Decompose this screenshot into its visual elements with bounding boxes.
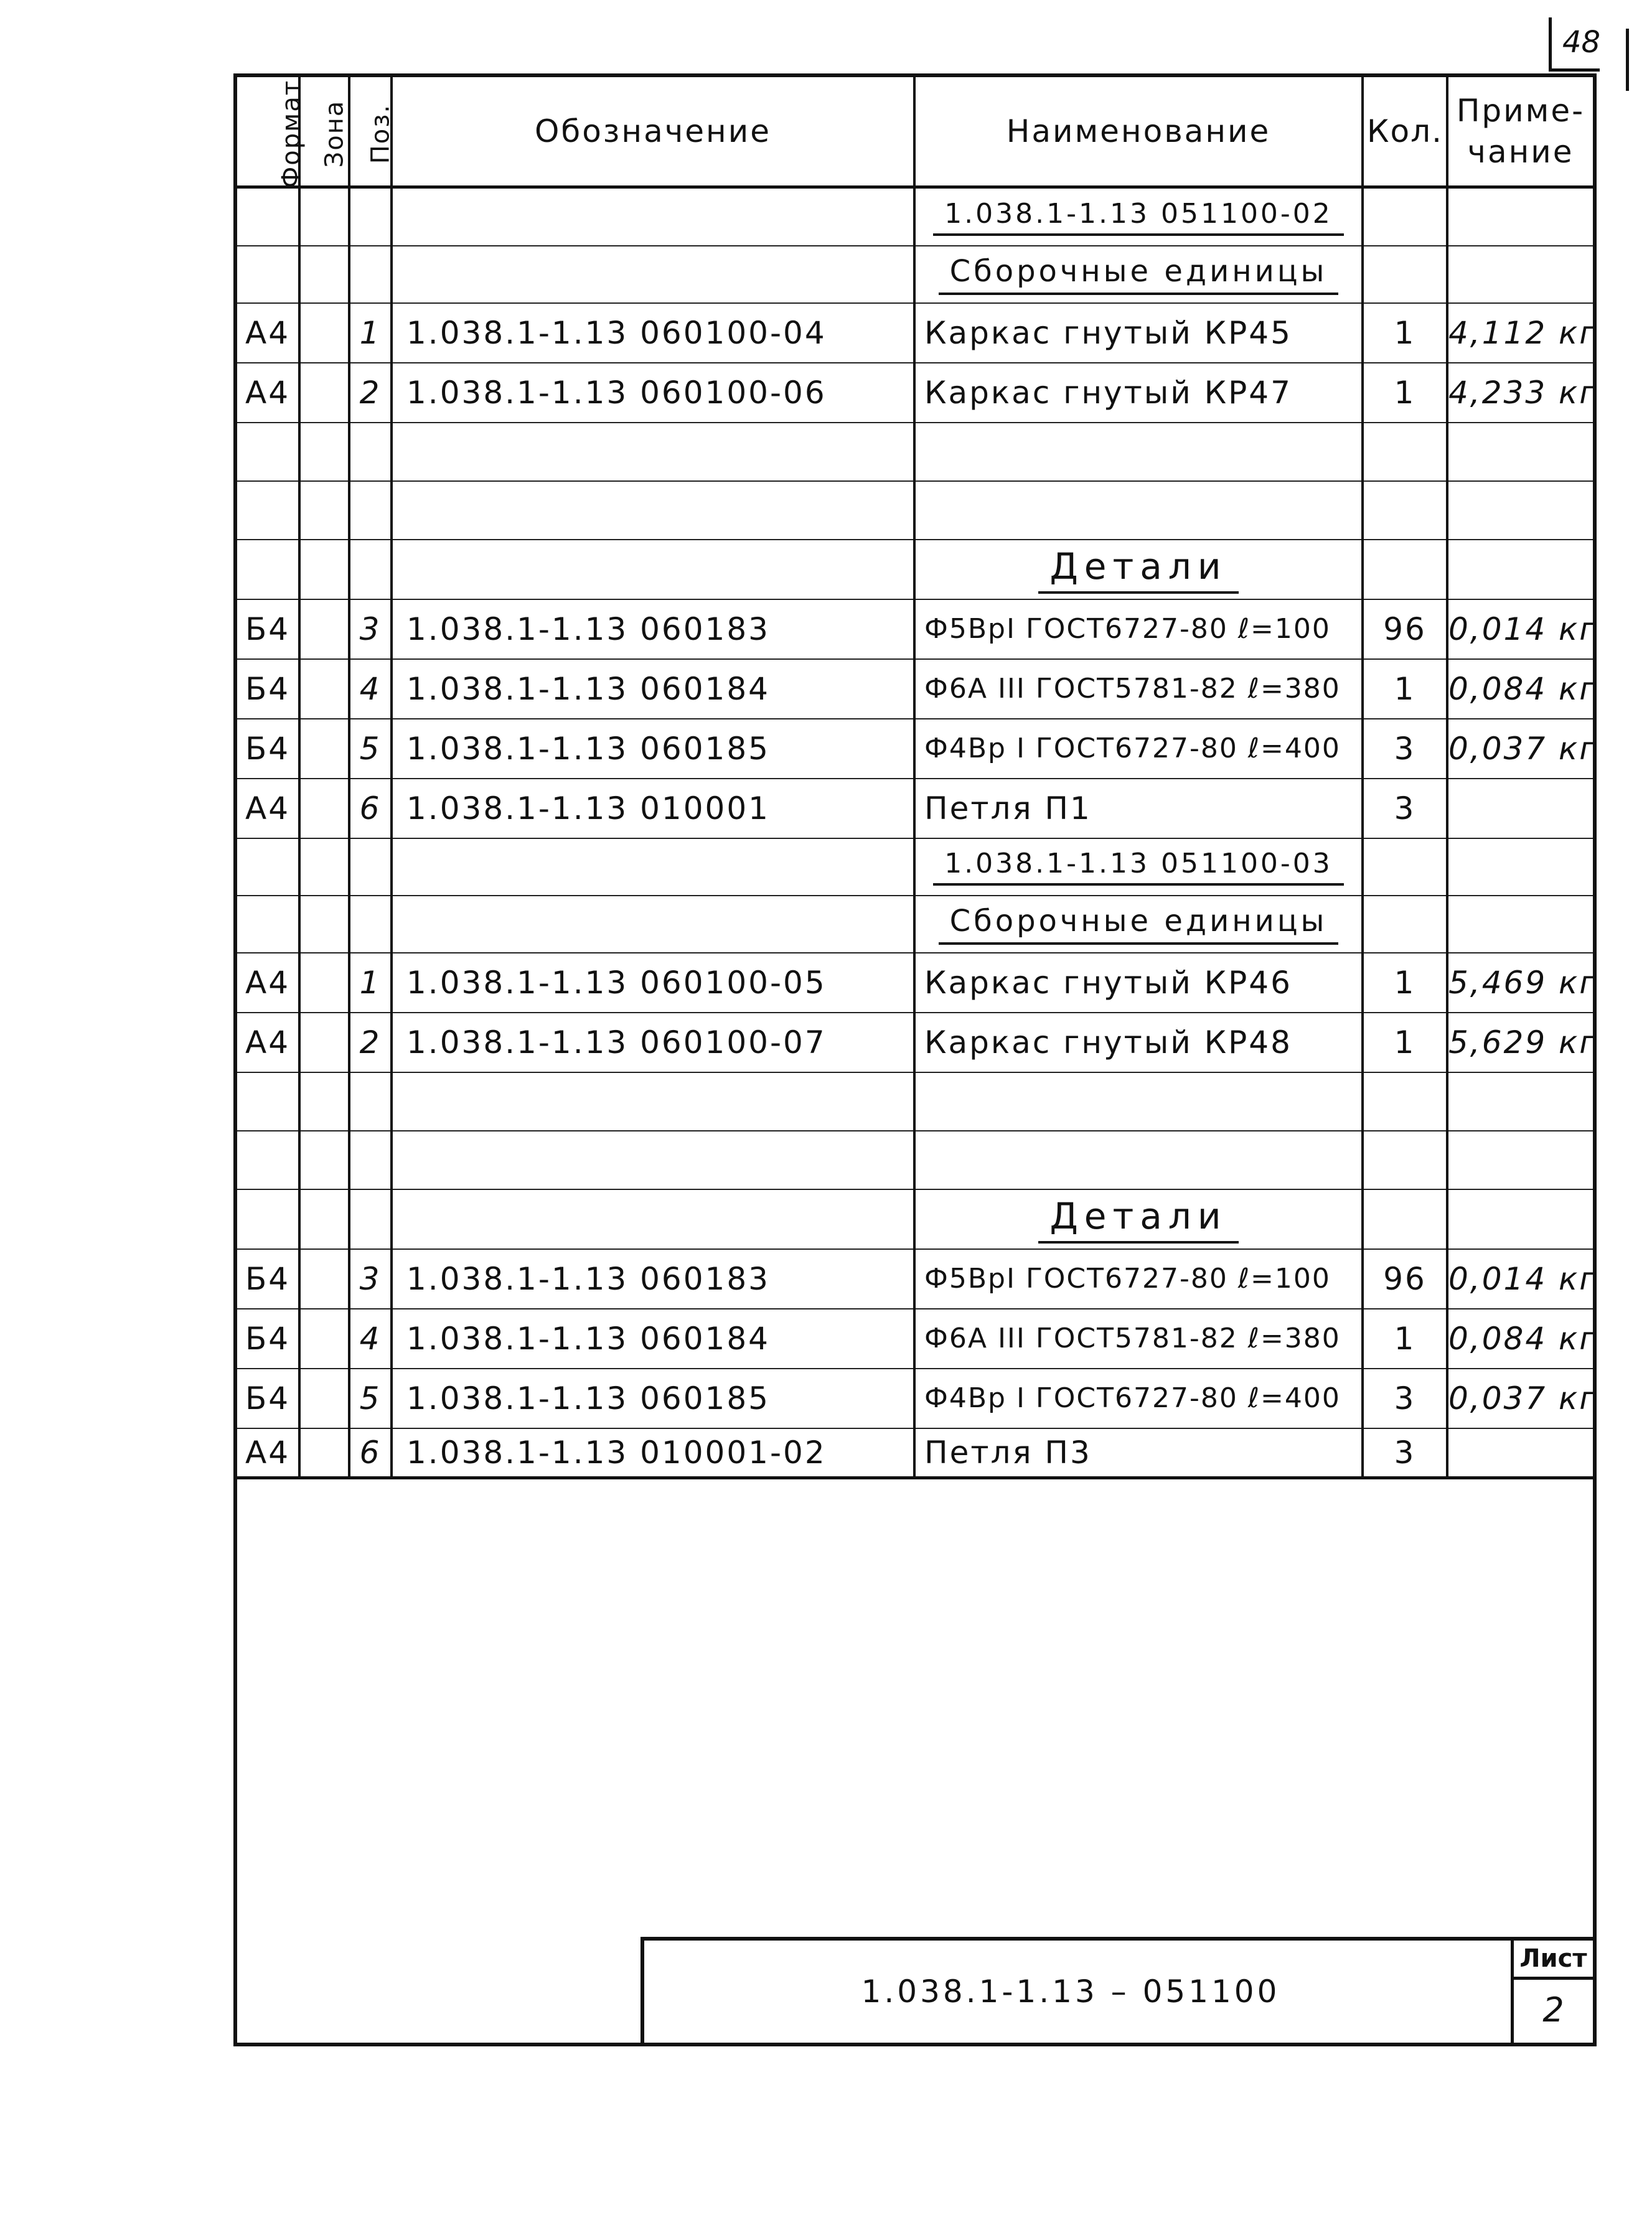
cell-note: 5,469 кг — [1447, 953, 1593, 1013]
table-row — [237, 303, 1593, 363]
header-pos: Поз. — [366, 103, 395, 164]
cell-pos: 3 — [349, 599, 392, 659]
cell-format: А4 — [237, 1428, 299, 1478]
cell-note: 0,084 кг — [1447, 659, 1593, 719]
cell-qty: 3 — [1363, 1428, 1447, 1478]
archive-sheet-number — [1549, 17, 1617, 75]
cell-name: Ф5ВрI ГОСТ6727-80 ℓ=100 — [914, 1249, 1363, 1309]
cell-pos: 3 — [349, 1249, 392, 1309]
cell-pos: 1 — [349, 303, 392, 363]
header-row — [237, 77, 1593, 187]
cell-note: 4,112 кг — [1447, 303, 1593, 363]
title-block-document-code: 1.038.1-1.13 – 051100 — [861, 1974, 1280, 2010]
cell-note: 0,014 кг — [1447, 599, 1593, 659]
empty-row — [237, 1131, 1593, 1189]
sheet-label: Лист — [1514, 1941, 1593, 1980]
cell-format: А4 — [237, 303, 299, 363]
table-row — [237, 1428, 1593, 1478]
table-row — [237, 363, 1593, 423]
cell-designation: 1.038.1-1.13 010001-02 — [392, 1428, 914, 1478]
cell-pos: 2 — [349, 1013, 392, 1072]
table-row — [237, 779, 1593, 838]
specification-frame — [233, 73, 1597, 2046]
cell-name: Петля П3 — [914, 1428, 1363, 1478]
header-zone-cell — [299, 77, 349, 187]
header-format: Формат — [277, 79, 306, 189]
table-row — [237, 599, 1593, 659]
assemblies-title-row — [237, 246, 1593, 303]
cell-designation: 1.038.1-1.13 060100-06 — [392, 363, 914, 423]
cell-name: Ф6А III ГОСТ5781-82 ℓ=380 — [914, 659, 1363, 719]
cell-format: Б4 — [237, 1249, 299, 1309]
cell-qty: 1 — [1363, 1013, 1447, 1072]
header-qty: Кол. — [1363, 77, 1447, 187]
details-title: Детали — [1038, 1195, 1238, 1244]
table-row — [237, 719, 1593, 779]
group-document-code: 1.038.1-1.13 051100-03 — [933, 848, 1344, 886]
cell-designation: 1.038.1-1.13 060183 — [392, 599, 914, 659]
cell-format: А4 — [237, 363, 299, 423]
header-name: Наименование — [914, 77, 1363, 187]
sheet-box — [1511, 1941, 1593, 2043]
cell-name: Ф4Вр I ГОСТ6727-80 ℓ=400 — [914, 1369, 1363, 1428]
cell-format: А4 — [237, 953, 299, 1013]
cell-name: Ф4Вр I ГОСТ6727-80 ℓ=400 — [914, 719, 1363, 779]
cell-name: Ф5ВрI ГОСТ6727-80 ℓ=100 — [914, 599, 1363, 659]
cell-qty: 96 — [1363, 1249, 1447, 1309]
cell-qty: 3 — [1363, 719, 1447, 779]
cell-note: 0,014 кг — [1447, 1249, 1593, 1309]
cell-designation: 1.038.1-1.13 060184 — [392, 1309, 914, 1369]
specification-table — [237, 77, 1598, 1479]
table-row — [237, 1369, 1593, 1428]
cell-designation: 1.038.1-1.13 060100-04 — [392, 303, 914, 363]
cell-name: Каркас гнутый КР45 — [914, 303, 1363, 363]
archive-sheet-number-text: 48 — [1562, 25, 1601, 60]
cell-designation: 1.038.1-1.13 060100-07 — [392, 1013, 914, 1072]
cell-qty: 1 — [1363, 363, 1447, 423]
cell-qty: 1 — [1363, 303, 1447, 363]
table-row — [237, 659, 1593, 719]
cell-pos: 5 — [349, 1369, 392, 1428]
cell-format: Б4 — [237, 659, 299, 719]
header-designation: Обозначение — [392, 77, 914, 187]
empty-row — [237, 423, 1593, 481]
cell-pos: 2 — [349, 363, 392, 423]
cell-format: Б4 — [237, 1369, 299, 1428]
header-pos-cell — [349, 77, 395, 187]
cell-qty: 1 — [1363, 953, 1447, 1013]
cell-note — [1447, 1428, 1593, 1478]
cell-designation: 1.038.1-1.13 060185 — [392, 719, 914, 779]
cell-name: Ф6А III ГОСТ5781-82 ℓ=380 — [914, 1309, 1363, 1369]
empty-row — [237, 1072, 1593, 1131]
cell-note — [1447, 779, 1593, 838]
cell-pos: 6 — [349, 1428, 392, 1478]
group-document-code: 1.038.1-1.13 051100-02 — [933, 198, 1344, 236]
empty-row — [237, 481, 1593, 540]
cell-pos: 4 — [349, 1309, 392, 1369]
cell-name: Каркас гнутый КР46 — [914, 953, 1363, 1013]
cell-pos: 6 — [349, 779, 392, 838]
cell-qty: 1 — [1363, 659, 1447, 719]
cell-format: Б4 — [237, 719, 299, 779]
header-note — [1447, 77, 1593, 187]
cell-note: 5,629 кг — [1447, 1013, 1593, 1072]
cell-note: 4,233 кг — [1447, 363, 1593, 423]
cell-qty: 1 — [1363, 1309, 1447, 1369]
table-row — [237, 1309, 1593, 1369]
header-note-line2: чание — [1467, 134, 1574, 170]
cell-note: 0,037 кг — [1447, 719, 1593, 779]
cell-format: Б4 — [237, 599, 299, 659]
cell-qty: 3 — [1363, 1369, 1447, 1428]
group-document-row — [237, 187, 1593, 246]
cell-format: А4 — [237, 1013, 299, 1072]
table-row — [237, 1013, 1593, 1072]
cell-designation: 1.038.1-1.13 060184 — [392, 659, 914, 719]
group-document-row — [237, 838, 1593, 896]
assemblies-title: Сборочные единицы — [939, 254, 1339, 295]
assemblies-title-row — [237, 896, 1593, 953]
cell-name: Петля П1 — [914, 779, 1363, 838]
cell-qty: 96 — [1363, 599, 1447, 659]
cell-pos: 5 — [349, 719, 392, 779]
cell-designation: 1.038.1-1.13 060100-05 — [392, 953, 914, 1013]
title-block — [641, 1937, 1593, 2043]
header-zone: Зона — [320, 100, 349, 168]
header-note-line1: Приме- — [1456, 93, 1585, 129]
details-title-row — [237, 1189, 1593, 1249]
details-title-row — [237, 540, 1593, 599]
cell-note: 0,037 кг — [1447, 1369, 1593, 1428]
table-row — [237, 1249, 1593, 1309]
cell-note: 0,084 кг — [1447, 1309, 1593, 1369]
cell-pos: 1 — [349, 953, 392, 1013]
cell-format: А4 — [237, 779, 299, 838]
cell-name: Каркас гнутый КР47 — [914, 363, 1363, 423]
header-format-cell — [237, 77, 306, 189]
cell-qty: 3 — [1363, 779, 1447, 838]
sheet-number: 2 — [1542, 1990, 1564, 2030]
table-row — [237, 953, 1593, 1013]
cell-designation: 1.038.1-1.13 060183 — [392, 1249, 914, 1309]
assemblies-title: Сборочные единицы — [939, 904, 1339, 945]
cell-designation: 1.038.1-1.13 010001 — [392, 779, 914, 838]
cell-format: Б4 — [237, 1309, 299, 1369]
details-title: Детали — [1038, 545, 1238, 594]
cell-pos: 4 — [349, 659, 392, 719]
cell-designation: 1.038.1-1.13 060185 — [392, 1369, 914, 1428]
cell-name: Каркас гнутый КР48 — [914, 1013, 1363, 1072]
